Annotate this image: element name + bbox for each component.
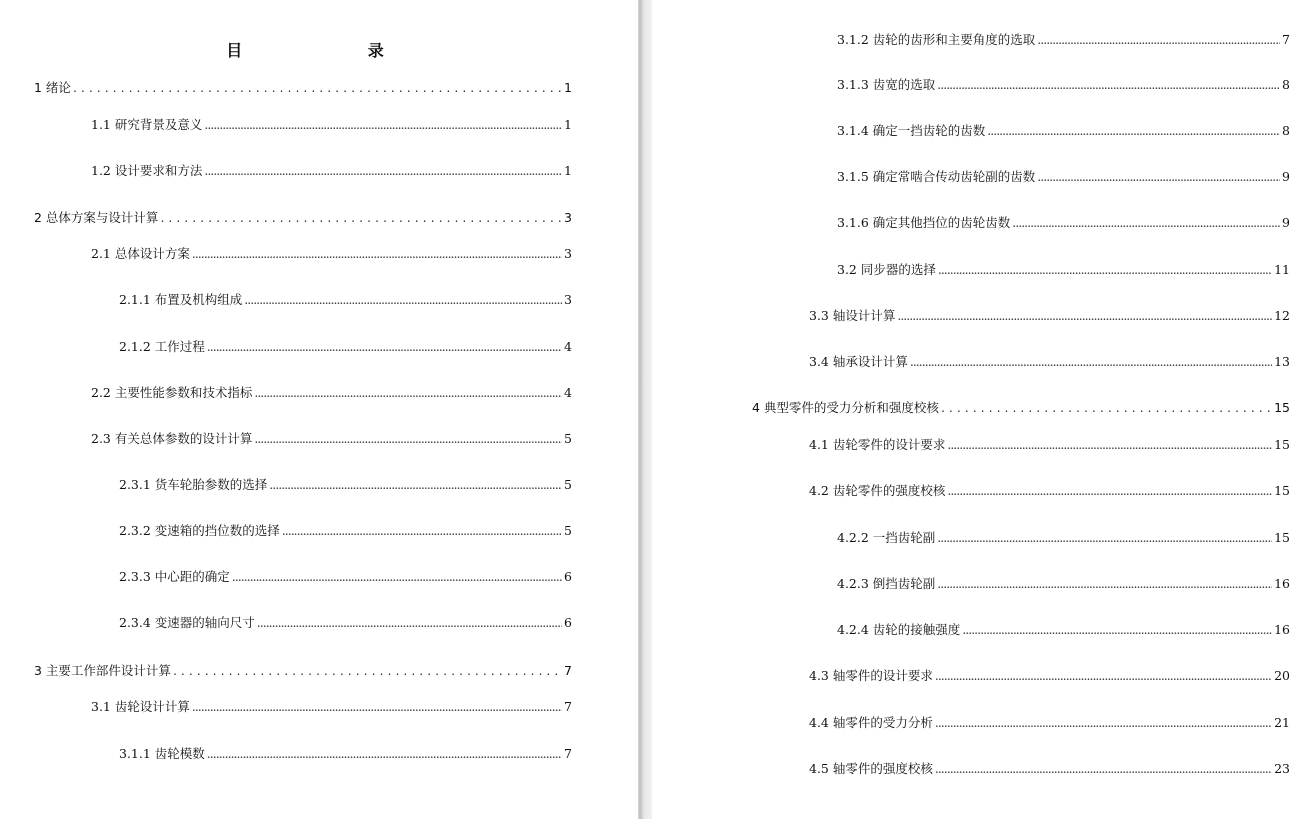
- toc-page-number: 15: [1274, 483, 1290, 498]
- toc-leader-dots: [192, 245, 562, 263]
- toc-leader-dots: [204, 116, 562, 134]
- toc-leader-dots: [173, 662, 562, 680]
- toc-page-number: 15: [1274, 437, 1290, 452]
- toc-entry[interactable]: [837, 621, 1290, 639]
- toc-leader-dots: [269, 476, 562, 494]
- toc-page-number: 6: [564, 615, 572, 630]
- toc-entry-label: 4.1 齿轮零件的设计要求: [809, 437, 946, 452]
- toc-entry-label: 2.3.1 货车轮胎参数的选择: [119, 477, 268, 492]
- toc-page-number: 4: [564, 339, 572, 354]
- toc-page-number: 3: [564, 292, 572, 307]
- toc-leader-dots: [192, 698, 562, 716]
- toc-leader-dots: [935, 760, 1272, 778]
- toc-entry[interactable]: [91, 116, 572, 134]
- toc-page-number: 5: [564, 523, 572, 538]
- page-divider: [638, 0, 652, 819]
- toc-leader-dots: [941, 399, 1272, 417]
- toc-entry-label: 4 典型零件的受力分析和强度校核: [752, 400, 939, 415]
- toc-entry-label: 3.1.2 齿轮的齿形和主要角度的选取: [837, 32, 1036, 47]
- toc-page-number: 7: [564, 746, 572, 761]
- toc-entry[interactable]: [91, 384, 572, 402]
- toc-page-number: 7: [1282, 32, 1290, 47]
- toc-entry-label: 2.3.3 中心距的确定: [119, 569, 230, 584]
- toc-entry[interactable]: [837, 76, 1290, 94]
- toc-page-number: 5: [564, 431, 572, 446]
- toc-leader-dots: [962, 621, 1272, 639]
- toc-entry-label: 4.2.2 一挡齿轮副: [837, 530, 936, 545]
- toc-entry[interactable]: [34, 662, 572, 680]
- toc-leader-dots: [1012, 214, 1280, 232]
- toc-entry-label: 4.3 轴零件的设计要求: [809, 668, 933, 683]
- toc-leader-dots: [257, 614, 562, 632]
- toc-page-number: 1: [564, 163, 572, 178]
- toc-leader-dots: [207, 745, 562, 763]
- toc-page-number: 6: [564, 569, 572, 584]
- toc-entry-label: 3.1 齿轮设计计算: [91, 699, 190, 714]
- toc-page-number: 15: [1274, 400, 1290, 415]
- toc-entry[interactable]: [809, 353, 1290, 371]
- toc-leader-dots: [947, 436, 1272, 454]
- toc-entry[interactable]: [34, 79, 572, 97]
- toc-page-number: 4: [564, 385, 572, 400]
- toc-leader-dots: [254, 384, 562, 402]
- toc-entry-label: 1 绪论: [34, 80, 71, 95]
- toc-entry-label: 4.4 轴零件的受力分析: [809, 715, 933, 730]
- toc-entry[interactable]: [91, 162, 572, 180]
- toc-entry-label: 2.1 总体设计方案: [91, 246, 190, 261]
- toc-page-number: 8: [1282, 123, 1290, 138]
- document-page-right: [652, 0, 1315, 819]
- toc-leader-dots: [937, 76, 1280, 94]
- toc-entry[interactable]: [837, 168, 1290, 186]
- toc-page-number: 1: [564, 117, 572, 132]
- toc-entry[interactable]: [837, 214, 1290, 232]
- toc-entry[interactable]: [119, 568, 572, 586]
- toc-entry-label: 4.2 齿轮零件的强度校核: [809, 483, 946, 498]
- toc-leader-dots: [1037, 168, 1280, 186]
- toc-entry[interactable]: [119, 338, 572, 356]
- toc-page-number: 15: [1274, 530, 1290, 545]
- toc-entry-label: 2.3.2 变速箱的挡位数的选择: [119, 523, 280, 538]
- toc-entry[interactable]: [809, 714, 1290, 732]
- toc-entry[interactable]: [91, 698, 572, 716]
- toc-entry-label: 3 主要工作部件设计计算: [34, 663, 171, 678]
- toc-entry[interactable]: [809, 760, 1290, 778]
- toc-entry[interactable]: [809, 482, 1290, 500]
- toc-leader-dots: [1037, 31, 1280, 49]
- toc-page-number: 1: [564, 80, 572, 95]
- toc-entry-label: 3.3 轴设计计算: [809, 308, 896, 323]
- toc-entry-label: 2.3 有关总体参数的设计计算: [91, 431, 253, 446]
- toc-page-number: 9: [1282, 215, 1290, 230]
- toc-entry-label: 2.1.1 布置及机构组成: [119, 292, 243, 307]
- toc-page-number: 23: [1274, 761, 1290, 776]
- toc-entry-label: 2.2 主要性能参数和技术指标: [91, 385, 253, 400]
- toc-leader-dots: [207, 338, 562, 356]
- toc-page-number: 7: [564, 663, 572, 678]
- toc-title: 目 录: [226, 41, 444, 60]
- toc-page-number: 8: [1282, 77, 1290, 92]
- toc-leader-dots: [938, 261, 1272, 279]
- toc-entry-label: 4.5 轴零件的强度校核: [809, 761, 933, 776]
- toc-entry-label: 2 总体方案与设计计算: [34, 210, 159, 225]
- toc-entry[interactable]: [34, 209, 572, 227]
- toc-entry[interactable]: [809, 436, 1290, 454]
- toc-entry-label: 4.2.4 齿轮的接触强度: [837, 622, 961, 637]
- toc-leader-dots: [254, 430, 562, 448]
- toc-entry[interactable]: [119, 745, 572, 763]
- toc-entry-label: 3.1.1 齿轮模数: [119, 746, 205, 761]
- toc-entry-label: 1.2 设计要求和方法: [91, 163, 203, 178]
- toc-leader-dots: [947, 482, 1272, 500]
- toc-leader-dots: [937, 529, 1272, 547]
- toc-page-number: 9: [1282, 169, 1290, 184]
- toc-leader-dots: [282, 522, 562, 540]
- toc-entry-label: 2.1.2 工作过程: [119, 339, 205, 354]
- toc-page-number: 20: [1274, 668, 1290, 683]
- toc-entry-label: 3.1.5 确定常啮合传动齿轮副的齿数: [837, 169, 1036, 184]
- toc-page-number: 21: [1274, 715, 1290, 730]
- toc-leader-dots: [160, 209, 562, 227]
- toc-entry[interactable]: [809, 667, 1290, 685]
- toc-page-number: 7: [564, 699, 572, 714]
- toc-page-number: 13: [1274, 354, 1290, 369]
- document-page-left: [0, 0, 638, 819]
- toc-entry[interactable]: [837, 575, 1290, 593]
- toc-entry[interactable]: [837, 31, 1290, 49]
- toc-leader-dots: [935, 667, 1272, 685]
- toc-entry-label: 3.2 同步器的选择: [837, 262, 936, 277]
- toc-leader-dots: [204, 162, 562, 180]
- toc-entry-label: 3.1.4 确定一挡齿轮的齿数: [837, 123, 986, 138]
- toc-entry-label: 1.1 研究背景及意义: [91, 117, 203, 132]
- toc-entry-label: 4.2.3 倒挡齿轮副: [837, 576, 936, 591]
- toc-entry[interactable]: [752, 399, 1290, 417]
- toc-page-number: 11: [1274, 262, 1290, 277]
- toc-leader-dots: [897, 307, 1272, 325]
- toc-entry[interactable]: [119, 476, 572, 494]
- toc-entry[interactable]: [837, 529, 1290, 547]
- toc-entry[interactable]: [119, 614, 572, 632]
- toc-entry[interactable]: [809, 307, 1290, 325]
- toc-page-number: 5: [564, 477, 572, 492]
- toc-page-number: 16: [1274, 576, 1290, 591]
- toc-entry[interactable]: [119, 522, 572, 540]
- toc-entry[interactable]: [837, 261, 1290, 279]
- toc-leader-dots: [937, 575, 1272, 593]
- toc-page-number: 12: [1274, 308, 1290, 323]
- toc-page-number: 16: [1274, 622, 1290, 637]
- toc-entry[interactable]: [119, 291, 572, 309]
- toc-entry[interactable]: [91, 245, 572, 263]
- toc-entry-label: 3.1.6 确定其他挡位的齿轮齿数: [837, 215, 1011, 230]
- toc-entry[interactable]: [837, 122, 1290, 140]
- toc-page-number: 3: [564, 210, 572, 225]
- toc-entry[interactable]: [91, 430, 572, 448]
- toc-leader-dots: [73, 79, 562, 97]
- toc-entry-label: 2.3.4 变速器的轴向尺寸: [119, 615, 255, 630]
- toc-leader-dots: [910, 353, 1272, 371]
- toc-entry-label: 3.4 轴承设计计算: [809, 354, 908, 369]
- toc-leader-dots: [987, 122, 1280, 140]
- toc-leader-dots: [232, 568, 562, 586]
- toc-leader-dots: [244, 291, 562, 309]
- toc-entry-label: 3.1.3 齿宽的选取: [837, 77, 936, 92]
- toc-page-number: 3: [564, 246, 572, 261]
- toc-leader-dots: [935, 714, 1272, 732]
